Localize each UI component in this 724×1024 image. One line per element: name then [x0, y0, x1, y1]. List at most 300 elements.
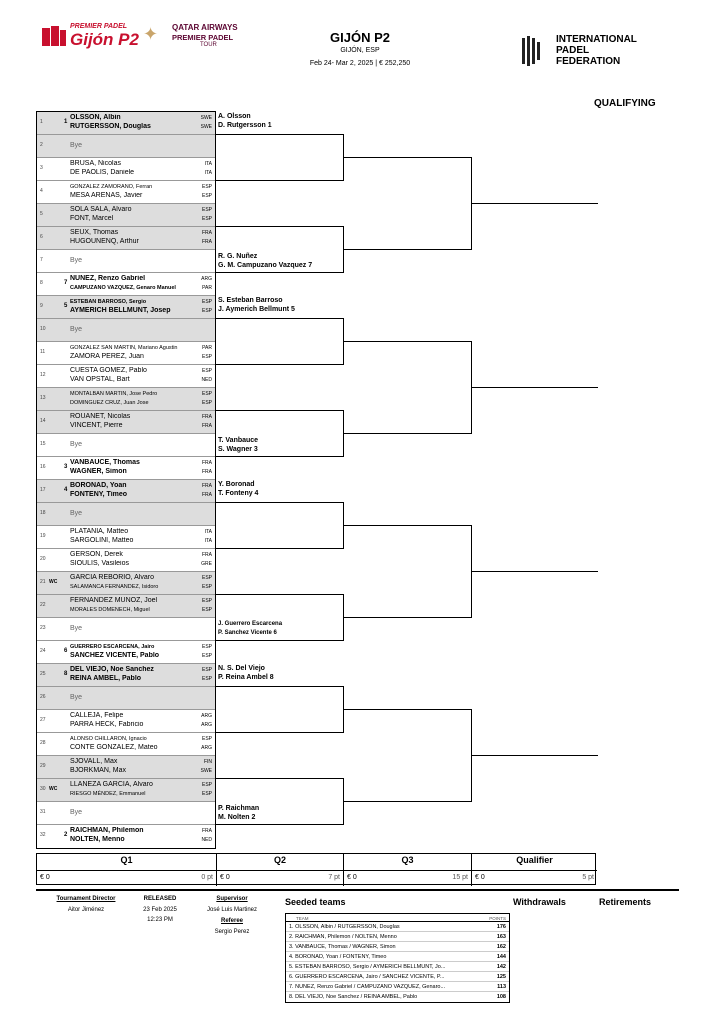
advance-player-two: M. Nolten 2 — [218, 814, 256, 821]
seeded-team-points: 176 — [496, 924, 506, 930]
draw-position: 29 — [40, 763, 46, 769]
round-divider — [217, 870, 343, 871]
draw-position: 26 — [40, 694, 46, 700]
points-column-header: POINTS — [489, 916, 506, 921]
draw-row — [37, 365, 215, 388]
section-heading: QUALIFYING — [594, 98, 656, 109]
draw-position: 25 — [40, 671, 46, 677]
seeded-team-row — [286, 952, 509, 962]
advance-player-one: J. Guerrero Escarcena — [218, 621, 283, 627]
player-two-country: ESP — [201, 216, 212, 222]
player-one-name: GONZALEZ SAN MARTIN, Mariano Agustin — [70, 345, 178, 351]
seeded-team-row — [286, 992, 509, 1002]
federation-line3: FEDERATION — [556, 56, 621, 67]
wildcard-badge: WC — [49, 786, 58, 792]
q1-advance-label — [218, 112, 272, 130]
bracket-q2-line — [343, 157, 471, 158]
seeded-team-row — [286, 932, 509, 942]
player-two-country: PAR — [202, 285, 212, 291]
player-one-name: SOLA SALA, Alvaro — [70, 206, 132, 213]
player-two-name: DOMINGUEZ CRUZ, Juan Jose — [70, 400, 149, 406]
player-one-name: ESTEBAN BARROSO, Sergio — [70, 299, 147, 305]
seeded-team-points: 162 — [496, 944, 506, 950]
seeded-team-points: 144 — [496, 954, 506, 960]
round-name: Q2 — [273, 855, 286, 865]
advance-player-two: P. Sanchez Vicente 6 — [218, 630, 277, 636]
seeded-team-name: 3. VANBAUCE, Thomas / WAGNER, Simon — [289, 944, 396, 950]
player-one-name: GUERRERO ESCARCENA, Jairo — [70, 644, 155, 650]
player-two-name: HUGOUNENQ, Arthur — [70, 238, 139, 245]
bye-label: Bye — [70, 809, 83, 816]
event-dates-prize: Feb 24- Mar 2, 2025 | € 252,250 — [309, 60, 411, 67]
player-two-country: SWE — [200, 124, 212, 130]
player-two-name: VINCENT, Pierre — [70, 422, 123, 429]
bracket-q2-line — [343, 433, 471, 434]
draw-row — [37, 503, 215, 526]
round-name: Q3 — [401, 855, 414, 865]
draw-position: 20 — [40, 556, 46, 562]
seeded-team-row — [286, 942, 509, 952]
draw-row — [37, 112, 215, 135]
draw-row — [37, 618, 215, 641]
player-two-country: GRE — [201, 561, 212, 567]
player-two-name: ZAMORA PEREZ, Juan — [70, 353, 144, 360]
seed-number: 4 — [64, 487, 68, 493]
player-two-country: ITA — [204, 538, 212, 544]
round-points: 15 pt — [452, 874, 468, 881]
draw-position: 12 — [40, 372, 46, 378]
q1-advance-label — [218, 664, 274, 682]
player-two-country: NED — [201, 837, 212, 843]
seeded-table-header — [286, 914, 509, 922]
bracket-q3-line — [471, 755, 598, 756]
bracket-q1-line — [216, 364, 343, 365]
seeded-team-points: 163 — [496, 934, 506, 940]
bracket-q1-line — [216, 272, 343, 273]
player-one-country: PAR — [202, 345, 212, 351]
round-divider — [344, 870, 471, 871]
player-two-country: FRA — [202, 492, 212, 498]
draw-row — [37, 733, 215, 756]
player-one-name: ROUANET, Nicolas — [70, 413, 131, 420]
draw-row — [37, 595, 215, 618]
player-two-name: SARGOLINI, Matteo — [70, 537, 134, 544]
player-one-country: ESP — [201, 575, 212, 581]
bracket-q2-line — [343, 617, 471, 618]
player-one-country: ESP — [201, 368, 212, 374]
footer-divider — [36, 889, 679, 891]
draw-position: 27 — [40, 717, 46, 723]
player-one-country: SWE — [200, 115, 212, 121]
player-two-country: ESP — [201, 653, 212, 659]
round-divider — [472, 870, 597, 871]
player-one-name: CUESTA GOMEZ, Pablo — [70, 367, 147, 374]
bracket-q1-line — [216, 502, 343, 503]
advance-player-one: P. Raichman — [218, 805, 260, 812]
seeded-team-row — [286, 922, 509, 932]
tour-text: TOUR — [200, 42, 217, 48]
player-two-name: PARRA HECK, Fabricio — [70, 721, 144, 728]
player-one-country: FIN — [203, 759, 212, 765]
draw-position: 23 — [40, 625, 46, 631]
player-two-country: ARG — [201, 745, 212, 751]
player-one-country: FRA — [202, 414, 212, 420]
player-two-name: MORALES DOMENECH, Miguel — [70, 607, 150, 613]
bracket-q1-line — [216, 732, 343, 733]
seed-number: 5 — [64, 303, 68, 309]
draw-row — [37, 204, 215, 227]
player-one-country: FRA — [202, 230, 212, 236]
player-two-country: FRA — [202, 239, 212, 245]
bracket-q3-line — [471, 203, 598, 204]
bracket-q1-line — [216, 410, 343, 411]
advance-player-two: T. Fonteny 4 — [218, 490, 259, 497]
bracket-q1-line — [216, 226, 343, 227]
round-points: 7 pt — [328, 874, 340, 881]
draw-position: 6 — [40, 234, 43, 240]
q1-advance-label — [218, 480, 258, 498]
draw-row — [37, 411, 215, 434]
player-one-name: GARCÍA REBORIO, Alvaro — [70, 574, 155, 581]
draw-row — [37, 227, 215, 250]
player-one-country: ESP — [201, 736, 212, 742]
referee-label: Referee — [220, 918, 243, 924]
player-two-country: FRA — [202, 423, 212, 429]
draw-position: 22 — [40, 602, 46, 608]
player-one-country: ITA — [204, 529, 212, 535]
seeded-table — [285, 913, 510, 1003]
withdrawals-title: Withdrawals — [513, 897, 566, 907]
advance-player-one: Y. Boronad — [218, 481, 255, 488]
qatar-airways-wordmark: QATAR AIRWAYS — [172, 23, 238, 32]
bracket-q2-line — [343, 801, 471, 802]
q1-advance-label — [218, 436, 258, 454]
player-one-name: MONTALBAN MARTIN, Jose Pedro — [70, 391, 158, 397]
bracket-q2-line — [343, 709, 471, 710]
premier-padel-text: PREMIER PADEL — [172, 33, 234, 42]
player-one-country: FRA — [202, 552, 212, 558]
draw-position: 4 — [40, 188, 43, 194]
draw-row — [37, 319, 215, 342]
player-two-name: RUTGERSSON, Douglas — [70, 123, 151, 130]
player-two-country: SWE — [200, 768, 212, 774]
player-two-name: WAGNER, Simon — [70, 468, 127, 475]
player-one-name: GONZALEZ ZAMORANO, Ferran — [70, 184, 153, 190]
bracket-q1-line — [216, 778, 343, 779]
player-one-name: SEUX, Thomas — [70, 229, 119, 236]
player-two-name: DE PAOLIS, Daniele — [70, 169, 135, 176]
player-one-country: ARG — [201, 276, 212, 282]
player-two-country: ESP — [201, 193, 212, 199]
advance-player-one: R. G. Nuñez — [218, 253, 258, 260]
player-two-name: NOLTEN, Menno — [70, 836, 125, 843]
player-two-country: ESP — [201, 791, 212, 797]
event-title: GIJÓN P2 — [330, 30, 390, 45]
draw-position: 13 — [40, 395, 46, 401]
bracket-q1-line — [216, 640, 343, 641]
player-two-country: ESP — [201, 584, 212, 590]
draw-position: 15 — [40, 441, 46, 447]
player-one-country: ESP — [201, 667, 212, 673]
q1-advance-label — [218, 296, 295, 314]
draw-position: 28 — [40, 740, 46, 746]
event-location: GIJÓN, ESP — [340, 47, 380, 54]
round-cell — [344, 854, 472, 886]
draw-row — [37, 342, 215, 365]
advance-player-two: D. Rutgersson 1 — [218, 122, 272, 129]
seeded-team-points: 142 — [496, 964, 506, 970]
draw-row — [37, 250, 215, 273]
player-one-country: ESP — [201, 782, 212, 788]
player-two-name: AYMERICH BELLMUNT, Josep — [70, 307, 171, 314]
supervisor-label: Supervisor — [216, 896, 248, 902]
draw-row — [37, 802, 215, 825]
federation-emblem-icon — [518, 34, 548, 68]
player-one-name: BRUSA, Nicolas — [70, 160, 121, 167]
player-one-country: FRA — [202, 460, 212, 466]
draw-row — [37, 779, 215, 802]
player-one-country: ESP — [201, 184, 212, 190]
seed-number: 3 — [64, 464, 68, 470]
draw-position: 3 — [40, 165, 43, 171]
director-label: Tournament Director — [56, 896, 116, 902]
player-one-name: CALLEJA, Felipe — [70, 712, 124, 719]
director-name: Aitor Jiménez — [67, 907, 105, 913]
player-one-country: ITA — [204, 161, 212, 167]
bracket-q1-line — [216, 318, 343, 319]
draw-position: 31 — [40, 809, 46, 815]
seed-number: 1 — [64, 119, 68, 125]
bracket-q1-line — [216, 824, 343, 825]
player-one-name: GERSON, Derek — [70, 551, 123, 558]
player-two-name: MESA ARENAS, Javier — [70, 192, 143, 199]
player-one-country: FRA — [202, 828, 212, 834]
bye-label: Bye — [70, 510, 83, 517]
seeded-team-row — [286, 972, 509, 982]
draw-row — [37, 664, 215, 687]
player-two-name: REINA AMBEL, Pablo — [70, 675, 142, 682]
seed-number: 8 — [64, 671, 68, 677]
seeded-team-row — [286, 982, 509, 992]
advance-player-one: N. S. Del Viejo — [218, 665, 265, 672]
seed-number: 7 — [64, 280, 68, 286]
player-two-country: ITA — [204, 170, 212, 176]
released-date: 23 Feb 2025 — [143, 907, 177, 913]
draw-row — [37, 434, 215, 457]
player-one-country: ESP — [201, 598, 212, 604]
draw-position: 2 — [40, 142, 43, 148]
player-one-name: FERNANDEZ MUÑOZ, Joel — [70, 597, 158, 604]
round-points: 5 pt — [582, 874, 594, 881]
draw-row — [37, 549, 215, 572]
federation-line1: INTERNATIONAL — [556, 34, 637, 45]
draw-position: 21 — [40, 579, 46, 585]
draw-position: 32 — [40, 832, 46, 838]
draw-position: 24 — [40, 648, 46, 654]
bracket-q1-line — [216, 180, 343, 181]
draw-row — [37, 526, 215, 549]
seeded-team-name: 6. GUERRERO ESCARCENA, Jairo / SANCHEZ VICENTE, P... — [289, 974, 445, 980]
seeded-team-name: 5. ESTEBAN BARROSO, Sergio / AYMERICH BELLMUNT, Jo... — [289, 964, 446, 970]
player-one-name: ALONSO CHILLARON, Ignacio — [70, 736, 147, 742]
seed-number: 6 — [64, 648, 68, 654]
player-one-name: LLANEZA GARCIA, Alvaro — [70, 781, 153, 788]
q1-advance-label — [218, 252, 312, 270]
seeded-team-row — [286, 962, 509, 972]
draw-position: 9 — [40, 303, 43, 309]
round-divider — [37, 870, 216, 871]
advance-player-one: S. Esteban Barroso — [218, 297, 283, 304]
bracket-q2-line — [343, 525, 471, 526]
draw-row — [37, 135, 215, 158]
draw-position: 7 — [40, 257, 43, 263]
seeded-team-name: 8. DEL VIEJO, Noe Sanchez / REINA AMBEL, Pablo — [289, 994, 418, 1000]
rounds-footer — [36, 853, 596, 885]
player-two-country: ESP — [201, 354, 212, 360]
bracket-q3-line — [471, 387, 598, 388]
draw-position: 18 — [40, 510, 46, 516]
wildcard-badge: WC — [49, 579, 58, 585]
supervisor-name: José Luis Martinez — [206, 907, 258, 913]
bracket-q1-line — [216, 456, 343, 457]
draw-entries — [36, 111, 216, 849]
released-time: 12:23 PM — [147, 917, 173, 923]
seeded-title: Seeded teams — [285, 897, 346, 907]
player-one-country: ARG — [201, 713, 212, 719]
draw-row — [37, 181, 215, 204]
player-two-name: CONTE GONZALEZ, Mateo — [70, 744, 158, 751]
federation-line2: PADEL — [556, 45, 590, 56]
team-column-header: TEAM — [296, 916, 309, 921]
player-two-name: SALAMANCA FERNANDEZ, Isidoro — [70, 584, 159, 590]
released-label: RELEASED — [143, 896, 177, 902]
round-prize-money: € 0 — [347, 874, 357, 881]
round-points: 0 pt — [201, 874, 213, 881]
advance-player-two: J. Aymerich Bellmunt 5 — [218, 306, 295, 313]
round-cell — [472, 854, 597, 886]
draw-position: 5 — [40, 211, 43, 217]
bye-label: Bye — [70, 326, 83, 333]
gijon-p2-wordmark: Gijón P2 — [70, 30, 139, 49]
seeded-team-name: 4. BORONAD, Yoan / FONTENY, Timeo — [289, 954, 387, 960]
draw-row — [37, 825, 215, 848]
premier-padel-wordmark: PREMIER PADEL — [70, 23, 128, 30]
player-one-name: BORONAD, Yoan — [70, 482, 127, 489]
draw-position: 19 — [40, 533, 46, 539]
draw-row — [37, 273, 215, 296]
referee-name: Sergio Perez — [214, 929, 250, 935]
draw-row — [37, 687, 215, 710]
round-cell — [37, 854, 217, 886]
player-one-name: NUÑEZ, Renzo Gabriel — [70, 275, 146, 282]
seeded-team-points: 125 — [496, 974, 506, 980]
bracket-q2-line — [343, 249, 471, 250]
bye-label: Bye — [70, 441, 83, 448]
draw-position: 1 — [40, 119, 43, 125]
player-one-country: ESP — [201, 299, 212, 305]
q1-advance-label — [218, 620, 282, 638]
seeded-team-points: 108 — [496, 994, 506, 1000]
star-icon: ✦ — [143, 24, 159, 44]
round-name: Qualifier — [516, 855, 553, 865]
draw-position: 16 — [40, 464, 46, 470]
draw-row — [37, 480, 215, 503]
bracket-q1-line — [216, 594, 343, 595]
player-two-name: SANCHEZ VICENTE, Pablo — [70, 652, 160, 659]
advance-player-two: P. Reina Ambel 8 — [218, 674, 274, 681]
round-prize-money: € 0 — [40, 874, 50, 881]
bracket-q1-line — [216, 134, 343, 135]
seeded-team-name: 1. OLSSON, Albin / RUTGERSSON, Douglas — [289, 924, 400, 930]
advance-player-two: S. Wagner 3 — [218, 446, 258, 453]
player-two-country: ARG — [201, 722, 212, 728]
player-one-name: RAICHMAN, Philemon — [70, 827, 144, 834]
round-prize-money: € 0 — [220, 874, 230, 881]
player-two-name: VAN OPSTAL, Bart — [70, 376, 130, 383]
retirements-title: Retirements — [599, 897, 652, 907]
player-two-name: SIOULIS, Vasileios — [70, 560, 130, 567]
player-two-name: FONTENY, Timeo — [70, 491, 128, 498]
player-one-name: SJOVALL, Max — [70, 758, 118, 765]
draw-row — [37, 388, 215, 411]
bye-label: Bye — [70, 257, 83, 264]
player-two-name: FONT, Marcel — [70, 215, 114, 222]
player-one-name: OLSSON, Albin — [70, 114, 121, 121]
bracket-q3-line — [471, 571, 598, 572]
player-one-country: ESP — [201, 207, 212, 213]
round-cell — [217, 854, 344, 886]
draw-position: 17 — [40, 487, 46, 493]
bracket-q2-line — [343, 341, 471, 342]
player-two-country: ESP — [201, 607, 212, 613]
round-prize-money: € 0 — [475, 874, 485, 881]
player-one-name: PLATANIA, Matteo — [70, 528, 129, 535]
player-two-name: CAMPUZANO VAZQUEZ, Genaro Manuel — [70, 285, 176, 291]
advance-player-one: A. Olsson — [218, 113, 251, 120]
player-two-country: ESP — [201, 308, 212, 314]
seeded-team-points: 113 — [497, 984, 506, 990]
federation-logo — [518, 32, 678, 77]
player-one-name: DEL VIEJO, Noe Sanchez — [70, 666, 154, 673]
player-two-name: RIESGO MÉNDEZ, Emmanuel — [70, 791, 146, 797]
bracket-q1-line — [216, 686, 343, 687]
seeded-team-name: 2. RAICHMAN, Philemon / NOLTEN, Menno — [289, 934, 397, 940]
q1-advance-label — [218, 804, 259, 822]
draw-position: 8 — [40, 280, 43, 286]
round-name: Q1 — [120, 855, 133, 865]
bye-label: Bye — [70, 694, 83, 701]
draw-position: 14 — [40, 418, 46, 424]
seeded-team-name: 7. NUÑEZ, Renzo Gabriel / CAMPUZANO VAZQUEZ, Genaro... — [289, 984, 446, 990]
draw-row — [37, 641, 215, 664]
draw-position: 11 — [40, 349, 46, 355]
player-two-country: FRA — [202, 469, 212, 475]
draw-position: 30 — [40, 786, 46, 792]
player-one-country: ESP — [201, 644, 212, 650]
player-two-country: NED — [201, 377, 212, 383]
player-two-name: BJORKMAN, Max — [70, 767, 127, 774]
tournament-logo — [40, 22, 270, 52]
draw-row — [37, 158, 215, 181]
draw-row — [37, 296, 215, 319]
player-one-country: FRA — [202, 483, 212, 489]
draw-position: 10 — [40, 326, 46, 332]
bracket-q1-line — [216, 548, 343, 549]
advance-player-two: G. M. Campuzano Vazquez 7 — [218, 262, 313, 269]
player-one-country: ESP — [201, 391, 212, 397]
draw-row — [37, 756, 215, 779]
draw-row — [37, 572, 215, 595]
